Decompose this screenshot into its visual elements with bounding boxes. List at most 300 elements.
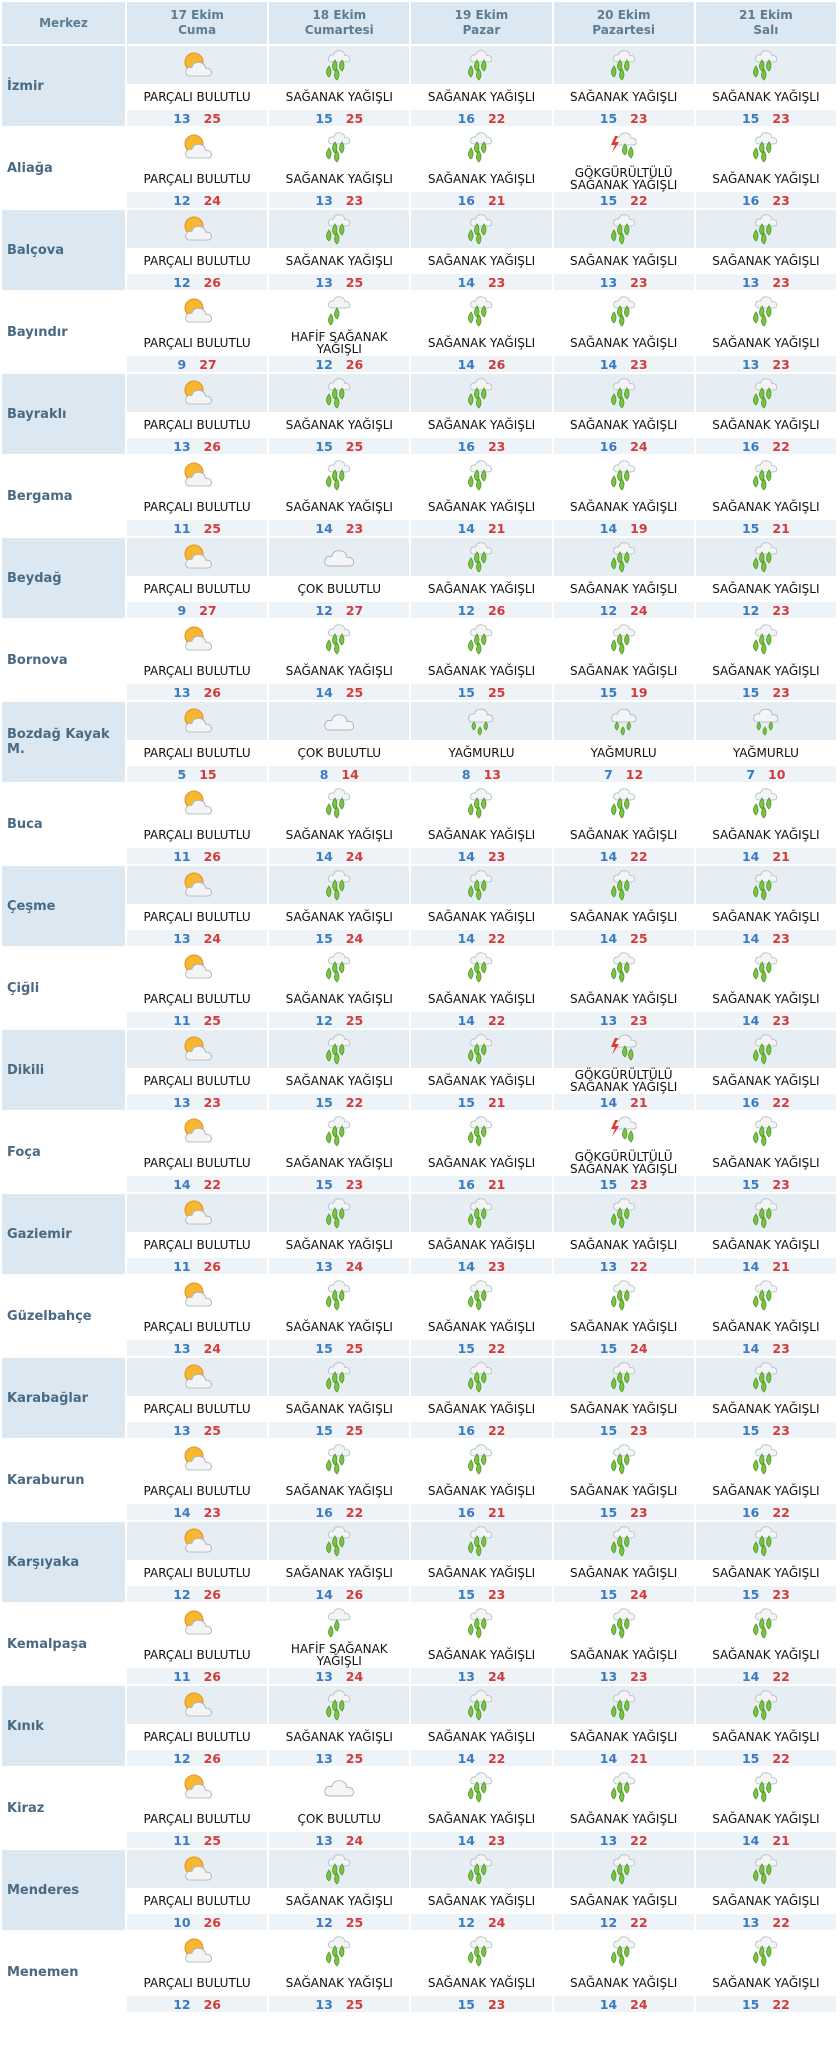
shower-rain-icon — [466, 130, 496, 164]
condition-text: PARÇALI BULUTLU — [127, 986, 267, 1012]
forecast-cell — [411, 1194, 551, 1274]
condition-text: SAĞANAK YAĞIŞLI — [696, 576, 836, 602]
thunder-shower-icon — [607, 130, 641, 164]
icon-wrap — [554, 292, 694, 330]
shower-rain-icon — [466, 1114, 496, 1148]
condition-text: PARÇALI BULUTLU — [127, 904, 267, 930]
condition-text: PARÇALI BULUTLU — [127, 494, 267, 520]
day-header — [127, 2, 267, 44]
condition-text: SAĞANAK YAĞIŞLI — [411, 1642, 551, 1668]
forecast-cell — [127, 1030, 267, 1110]
forecast-cell — [269, 1850, 409, 1930]
temperature-pair — [554, 1094, 694, 1110]
temperature-pair — [127, 1996, 267, 2012]
shower-rain-icon — [324, 622, 354, 656]
temperature-pair — [411, 1176, 551, 1192]
icon-wrap — [411, 1932, 551, 1970]
icon-wrap — [411, 538, 551, 576]
condition-text: SAĞANAK YAĞIŞLI — [269, 904, 409, 930]
temperature-pair — [696, 1914, 836, 1930]
forecast-cell — [127, 538, 267, 618]
temperature-pair — [554, 1668, 694, 1684]
condition-text: SAĞANAK YAĞIŞLI — [411, 1806, 551, 1832]
low-temp: 15 — [457, 1094, 475, 1110]
forecast-cell — [269, 784, 409, 864]
shower-rain-icon — [751, 1360, 781, 1394]
shower-rain-icon — [609, 1688, 639, 1722]
condition-text: SAĞANAK YAĞIŞLI — [554, 1478, 694, 1504]
forecast-cell — [269, 1358, 409, 1438]
condition-text: SAĞANAK YAĞIŞLI — [269, 1232, 409, 1258]
forecast-cell — [696, 538, 836, 618]
low-temp: 15 — [599, 1586, 618, 1602]
condition-text: YAĞMURLU — [411, 740, 551, 766]
city-name: Çeşme — [2, 866, 125, 946]
partly-cloudy-icon — [180, 951, 214, 983]
high-temp: 23 — [487, 1258, 506, 1274]
low-temp: 13 — [173, 110, 191, 126]
high-temp: 25 — [203, 1832, 221, 1848]
condition-text: SAĞANAK YAĞIŞLI — [554, 494, 694, 520]
high-temp: 25 — [345, 684, 364, 700]
icon-wrap — [127, 46, 267, 84]
icon-wrap — [696, 1850, 836, 1888]
condition-text: SAĞANAK YAĞIŞLI — [269, 84, 409, 110]
icon-wrap — [269, 1276, 409, 1314]
city-name: Bozdağ Kayak M. — [2, 702, 125, 782]
low-temp: 13 — [599, 274, 618, 290]
low-temp: 16 — [457, 1504, 475, 1520]
temperature-pair — [269, 438, 409, 454]
temperature-pair — [269, 930, 409, 946]
day-date: 21 Ekim — [739, 8, 793, 22]
forecast-cell — [269, 702, 409, 782]
icon-wrap — [411, 620, 551, 658]
condition-text: SAĞANAK YAĞIŞLI — [696, 330, 836, 356]
high-temp: 21 — [487, 1094, 506, 1110]
temperature-pair — [554, 930, 694, 946]
temperature-pair — [696, 602, 836, 618]
partly-cloudy-icon — [180, 1853, 214, 1885]
temperature-pair — [269, 110, 409, 126]
icon-wrap — [269, 128, 409, 166]
icon-wrap — [554, 1768, 694, 1806]
city-row — [2, 784, 836, 864]
partly-cloudy-icon — [180, 869, 214, 901]
forecast-cell — [269, 1440, 409, 1520]
low-temp: 14 — [457, 930, 475, 946]
city-name: Foça — [2, 1112, 125, 1192]
forecast-cell — [554, 702, 694, 782]
high-temp: 14 — [341, 766, 359, 782]
icon-wrap — [127, 784, 267, 822]
condition-text: SAĞANAK YAĞIŞLI — [554, 1560, 694, 1586]
low-temp: 16 — [741, 1504, 760, 1520]
high-temp: 23 — [772, 684, 790, 700]
forecast-cell — [411, 1522, 551, 1602]
condition-text: SAĞANAK YAĞIŞLI — [696, 1150, 836, 1176]
high-temp: 27 — [345, 602, 364, 618]
shower-rain-icon — [466, 1934, 496, 1968]
forecast-cell — [696, 210, 836, 290]
condition-text: YAĞMURLU — [554, 740, 694, 766]
temperature-pair — [554, 1258, 694, 1274]
icon-wrap — [554, 1358, 694, 1396]
high-temp: 13 — [483, 766, 502, 782]
low-temp: 13 — [599, 1668, 618, 1684]
temperature-pair — [696, 1996, 836, 2012]
icon-wrap — [554, 128, 694, 166]
city-name: Dikili — [2, 1030, 125, 1110]
shower-rain-icon — [609, 1278, 639, 1312]
low-temp: 14 — [741, 1012, 760, 1028]
shower-rain-icon — [324, 1278, 354, 1312]
condition-text: SAĞANAK YAĞIŞLI — [411, 1314, 551, 1340]
condition-text: PARÇALI BULUTLU — [127, 248, 267, 274]
forecast-cell — [696, 866, 836, 946]
city-row — [2, 702, 836, 782]
shower-rain-icon — [466, 1196, 496, 1230]
forecast-cell — [411, 374, 551, 454]
icon-wrap — [411, 866, 551, 904]
forecast-cell — [127, 1604, 267, 1684]
high-temp: 23 — [772, 930, 790, 946]
low-temp: 14 — [741, 848, 760, 864]
low-temp: 15 — [741, 1750, 760, 1766]
forecast-cell — [696, 1522, 836, 1602]
condition-text: PARÇALI BULUTLU — [127, 740, 267, 766]
temperature-pair — [127, 602, 267, 618]
temperature-pair — [554, 1914, 694, 1930]
low-temp: 16 — [457, 110, 475, 126]
low-temp: 14 — [741, 1832, 760, 1848]
condition-text: PARÇALI BULUTLU — [127, 822, 267, 848]
forecast-cell — [269, 1112, 409, 1192]
shower-rain-icon — [751, 1770, 781, 1804]
high-temp: 24 — [345, 1258, 364, 1274]
icon-wrap — [269, 1522, 409, 1560]
shower-rain-icon — [324, 458, 354, 492]
low-temp: 16 — [741, 1094, 760, 1110]
temperature-pair — [696, 1586, 836, 1602]
condition-text: SAĞANAK YAĞIŞLI — [696, 166, 836, 192]
temperature-pair — [696, 848, 836, 864]
high-temp: 19 — [630, 520, 648, 536]
condition-text: SAĞANAK YAĞIŞLI — [554, 330, 694, 356]
condition-text: SAĞANAK YAĞIŞLI — [269, 822, 409, 848]
condition-text: SAĞANAK YAĞIŞLI — [411, 1232, 551, 1258]
low-temp: 16 — [741, 438, 760, 454]
forecast-cell — [411, 1768, 551, 1848]
temperature-pair — [269, 684, 409, 700]
temperature-pair — [127, 1832, 267, 1848]
icon-wrap — [411, 1112, 551, 1150]
city-name: Bergama — [2, 456, 125, 536]
high-temp: 22 — [772, 1996, 790, 2012]
icon-wrap — [127, 1276, 267, 1314]
icon-wrap — [127, 456, 267, 494]
temperature-pair — [696, 1422, 836, 1438]
shower-rain-icon — [751, 540, 781, 574]
low-temp: 15 — [315, 1340, 333, 1356]
high-temp: 25 — [345, 1914, 364, 1930]
forecast-cell — [554, 1030, 694, 1110]
condition-text: SAĞANAK YAĞIŞLI — [696, 1232, 836, 1258]
icon-wrap — [554, 1686, 694, 1724]
temperature-pair — [554, 1750, 694, 1766]
forecast-cell — [411, 702, 551, 782]
icon-wrap — [696, 1276, 836, 1314]
icon-wrap — [411, 374, 551, 412]
temperature-pair — [696, 930, 836, 946]
condition-text: SAĞANAK YAĞIŞLI — [269, 658, 409, 684]
icon-wrap — [411, 1686, 551, 1724]
shower-rain-icon — [324, 786, 354, 820]
icon-wrap — [696, 128, 836, 166]
forecast-cell — [411, 1604, 551, 1684]
high-temp: 22 — [487, 1340, 506, 1356]
high-temp: 24 — [487, 1914, 506, 1930]
temperature-pair — [696, 1832, 836, 1848]
temperature-pair — [269, 766, 409, 782]
high-temp: 24 — [203, 192, 221, 208]
condition-text: PARÇALI BULUTLU — [127, 1068, 267, 1094]
low-temp: 14 — [599, 1996, 618, 2012]
high-temp: 23 — [772, 1586, 790, 1602]
shower-rain-icon — [609, 376, 639, 410]
low-temp: 8 — [319, 766, 329, 782]
shower-rain-icon — [466, 1852, 496, 1886]
temperature-pair — [554, 192, 694, 208]
temperature-pair — [127, 110, 267, 126]
temperature-pair — [554, 602, 694, 618]
icon-wrap — [269, 1440, 409, 1478]
high-temp: 26 — [345, 356, 364, 372]
day-date: 19 Ekim — [454, 8, 509, 22]
icon-wrap — [554, 1440, 694, 1478]
forecast-cell — [554, 1768, 694, 1848]
icon-wrap — [127, 1604, 267, 1642]
low-temp: 13 — [173, 1340, 191, 1356]
city-row — [2, 292, 836, 372]
low-temp: 15 — [741, 684, 760, 700]
city-name: Menemen — [2, 1932, 125, 2012]
shower-rain-icon — [751, 1114, 781, 1148]
forecast-cell — [411, 1358, 551, 1438]
temperature-pair — [127, 1012, 267, 1028]
day-name: Cumartesi — [304, 23, 374, 37]
temperature-pair — [554, 766, 694, 782]
condition-text: SAĞANAK YAĞIŞLI — [411, 1724, 551, 1750]
city-row — [2, 374, 836, 454]
high-temp: 24 — [203, 1340, 221, 1356]
low-temp: 16 — [457, 1422, 475, 1438]
high-temp: 25 — [203, 1012, 221, 1028]
low-temp: 11 — [173, 520, 191, 536]
shower-rain-icon — [751, 1688, 781, 1722]
low-temp: 15 — [741, 1996, 760, 2012]
forecast-cell — [269, 948, 409, 1028]
shower-rain-icon — [609, 212, 639, 246]
forecast-cell — [696, 1686, 836, 1766]
low-temp: 14 — [741, 930, 760, 946]
low-temp: 15 — [315, 1176, 333, 1192]
high-temp: 23 — [345, 1176, 364, 1192]
condition-text: SAĞANAK YAĞIŞLI — [411, 248, 551, 274]
condition-text: SAĞANAK YAĞIŞLI — [696, 1970, 836, 1996]
forecast-cell — [269, 1932, 409, 2012]
low-temp: 14 — [315, 848, 333, 864]
temperature-pair — [269, 1422, 409, 1438]
high-temp: 25 — [345, 274, 364, 290]
low-temp: 14 — [599, 1750, 618, 1766]
high-temp: 22 — [487, 930, 506, 946]
condition-text: PARÇALI BULUTLU — [127, 330, 267, 356]
temperature-pair — [127, 1914, 267, 1930]
temperature-pair — [554, 1504, 694, 1520]
icon-wrap — [696, 1440, 836, 1478]
high-temp: 25 — [345, 1750, 364, 1766]
icon-wrap — [696, 210, 836, 248]
high-temp: 26 — [203, 274, 221, 290]
low-temp: 14 — [457, 520, 475, 536]
icon-wrap — [554, 456, 694, 494]
forecast-cell — [127, 456, 267, 536]
high-temp: 23 — [487, 274, 506, 290]
icon-wrap — [696, 292, 836, 330]
condition-text: SAĞANAK YAĞIŞLI — [269, 1478, 409, 1504]
low-temp: 9 — [177, 602, 187, 618]
low-temp: 13 — [315, 274, 333, 290]
city-row — [2, 620, 836, 700]
icon-wrap — [127, 292, 267, 330]
icon-wrap — [127, 210, 267, 248]
icon-wrap — [554, 784, 694, 822]
icon-wrap — [696, 1194, 836, 1232]
temperature-pair — [269, 1914, 409, 1930]
shower-rain-icon — [466, 294, 496, 328]
icon-wrap — [269, 292, 409, 330]
icon-wrap — [554, 620, 694, 658]
shower-rain-icon — [466, 622, 496, 656]
forecast-cell — [554, 1440, 694, 1520]
shower-rain-icon — [466, 1278, 496, 1312]
low-temp: 16 — [315, 1504, 333, 1520]
high-temp: 23 — [630, 1668, 648, 1684]
icon-wrap — [554, 46, 694, 84]
high-temp: 23 — [772, 1422, 790, 1438]
forecast-cell — [269, 128, 409, 208]
forecast-cell — [554, 1194, 694, 1274]
low-temp: 13 — [315, 1996, 333, 2012]
high-temp: 22 — [487, 1012, 506, 1028]
temperature-pair — [127, 356, 267, 372]
forecast-cell — [554, 1276, 694, 1356]
icon-wrap — [269, 948, 409, 986]
forecast-cell — [269, 1194, 409, 1274]
condition-text: SAĞANAK YAĞIŞLI — [554, 1888, 694, 1914]
shower-rain-icon — [466, 1524, 496, 1558]
forecast-cell — [411, 1276, 551, 1356]
thunder-shower-icon — [607, 1032, 641, 1066]
forecast-cell — [127, 374, 267, 454]
icon-wrap — [411, 292, 551, 330]
shower-rain-icon — [609, 1934, 639, 1968]
high-temp: 25 — [345, 1340, 364, 1356]
condition-text: PARÇALI BULUTLU — [127, 1560, 267, 1586]
rain-icon — [466, 706, 496, 736]
forecast-cell — [411, 456, 551, 536]
shower-rain-icon — [324, 1934, 354, 1968]
high-temp: 25 — [203, 520, 221, 536]
low-temp: 15 — [599, 110, 618, 126]
icon-wrap — [554, 1030, 694, 1068]
icon-wrap — [554, 1850, 694, 1888]
forecast-cell — [269, 292, 409, 372]
temperature-pair — [411, 1504, 551, 1520]
condition-text: PARÇALI BULUTLU — [127, 412, 267, 438]
low-temp: 14 — [315, 1586, 333, 1602]
city-row — [2, 1850, 836, 1930]
merkez-header: Merkez — [2, 2, 125, 44]
icon-wrap — [411, 1768, 551, 1806]
low-temp: 14 — [315, 684, 333, 700]
temperature-pair — [127, 1668, 267, 1684]
low-temp: 16 — [741, 192, 760, 208]
condition-text: SAĞANAK YAĞIŞLI — [269, 1724, 409, 1750]
icon-wrap — [696, 784, 836, 822]
forecast-cell — [411, 128, 551, 208]
partly-cloudy-icon — [180, 1689, 214, 1721]
icon-wrap — [269, 46, 409, 84]
low-temp: 15 — [599, 192, 618, 208]
condition-text: SAĞANAK YAĞIŞLI — [696, 1888, 836, 1914]
low-temp: 7 — [746, 766, 756, 782]
forecast-cell — [411, 1686, 551, 1766]
temperature-pair — [269, 1340, 409, 1356]
condition-text: SAĞANAK YAĞIŞLI — [696, 822, 836, 848]
shower-rain-icon — [466, 950, 496, 984]
temperature-pair — [269, 602, 409, 618]
shower-rain-icon — [751, 1934, 781, 1968]
forecast-cell — [411, 210, 551, 290]
shower-rain-icon — [751, 1606, 781, 1640]
condition-text: SAĞANAK YAĞIŞLI — [696, 1724, 836, 1750]
forecast-cell — [696, 128, 836, 208]
temperature-pair — [269, 1832, 409, 1848]
high-temp: 24 — [630, 602, 648, 618]
icon-wrap — [554, 866, 694, 904]
condition-text: SAĞANAK YAĞIŞLI — [554, 1970, 694, 1996]
low-temp: 13 — [599, 1012, 618, 1028]
high-temp: 26 — [203, 1750, 221, 1766]
temperature-pair — [696, 1504, 836, 1520]
partly-cloudy-icon — [180, 705, 214, 737]
low-temp: 8 — [461, 766, 471, 782]
forecast-cell — [127, 702, 267, 782]
icon-wrap — [269, 456, 409, 494]
condition-text: SAĞANAK YAĞIŞLI — [554, 1396, 694, 1422]
forecast-cell — [554, 1932, 694, 2012]
condition-text: PARÇALI BULUTLU — [127, 1478, 267, 1504]
high-temp: 22 — [772, 1668, 790, 1684]
condition-text: SAĞANAK YAĞIŞLI — [411, 166, 551, 192]
city-row — [2, 128, 836, 208]
forecast-cell — [554, 1358, 694, 1438]
icon-wrap — [696, 620, 836, 658]
icon-wrap — [411, 1850, 551, 1888]
high-temp: 23 — [772, 1012, 790, 1028]
